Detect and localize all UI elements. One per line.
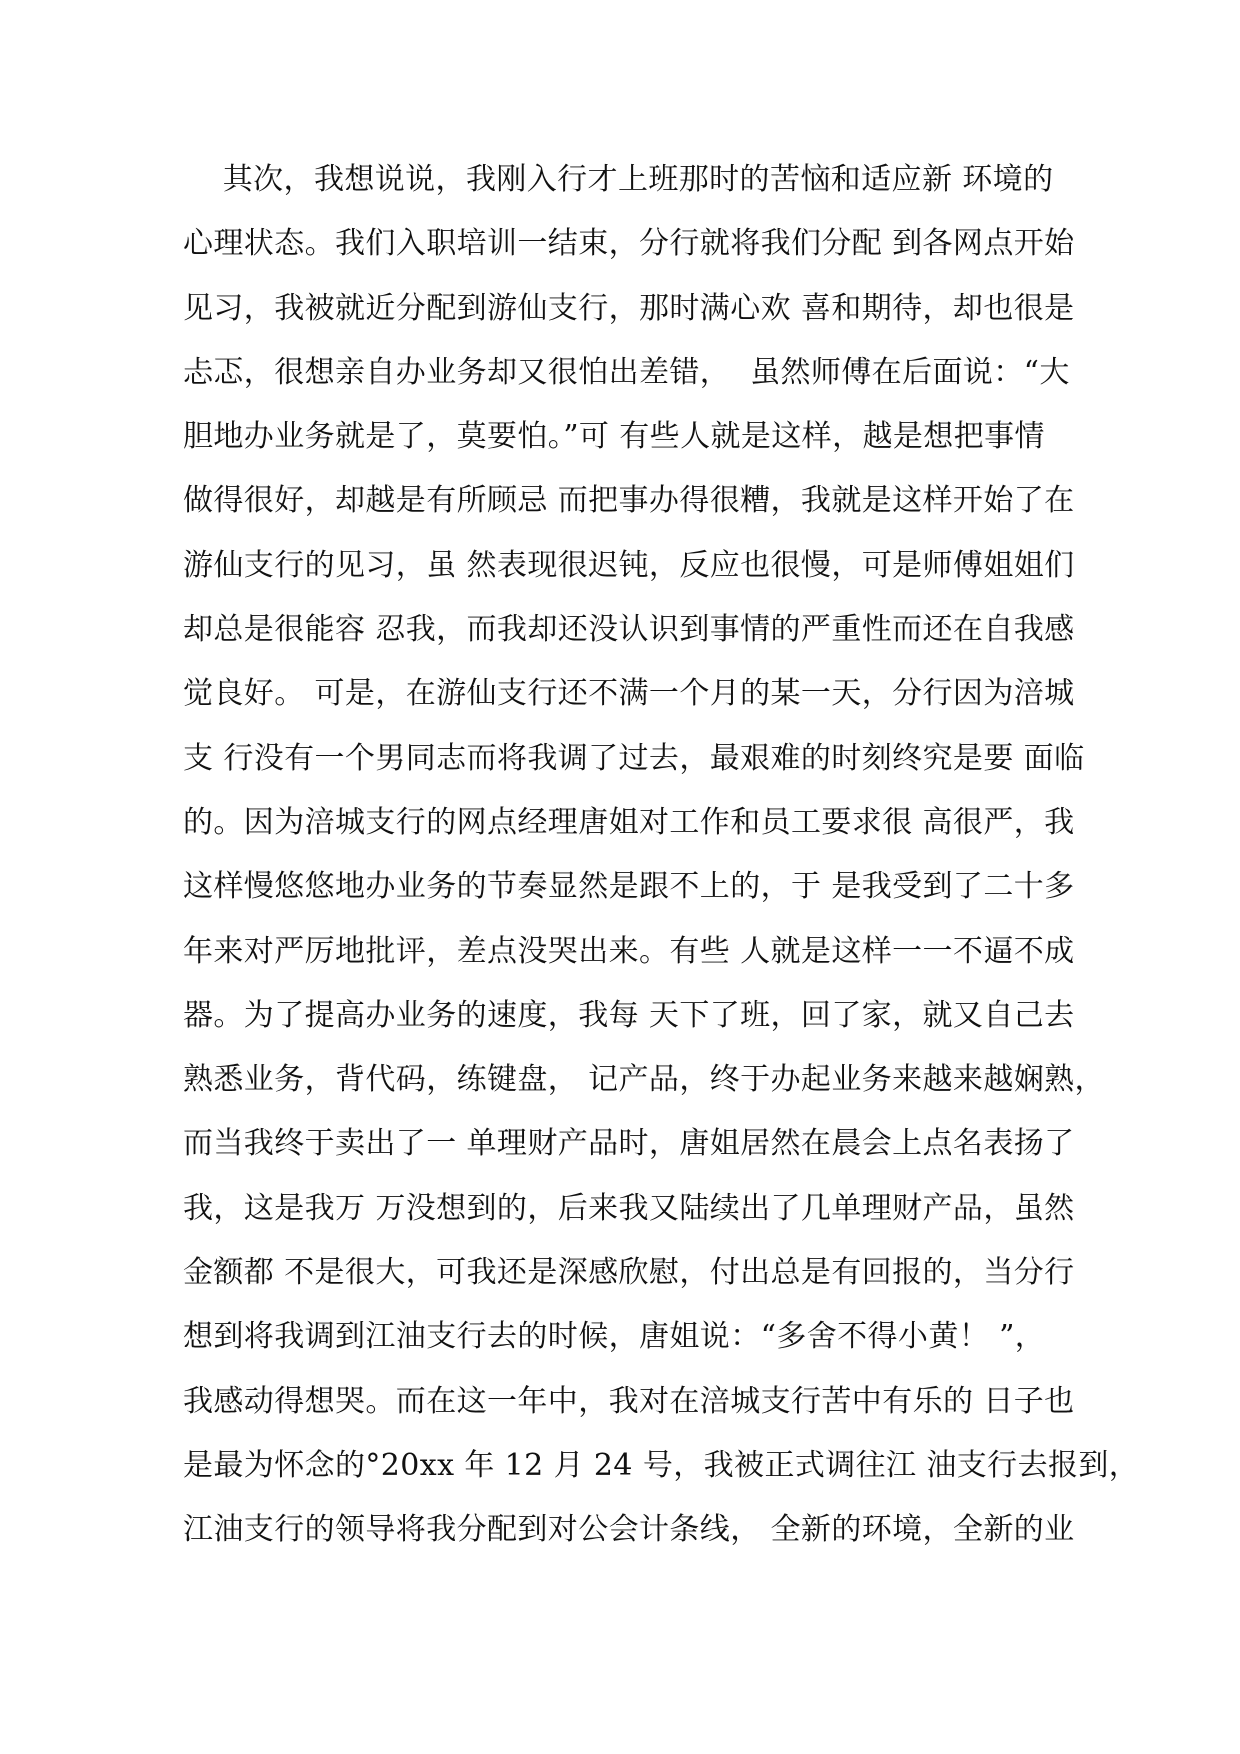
text-line: 忐忑，很想亲自办业务却又很怕出差错， 虽然师傅在后面说：“大 xyxy=(183,354,1070,390)
text-line: 器。为了提高办业务的速度，我每 天下了班，回了家，就又自己去 xyxy=(183,997,1075,1033)
text-line: 熟悉业务，背代码，练键盘， 记产品，终于办起业务来越来越娴熟， xyxy=(183,1062,1105,1098)
text-line: 支 行没有一个男同志而将我调了过去，最艰难的时刻终究是要 面临 xyxy=(183,740,1085,776)
body-text xyxy=(183,148,1140,1563)
text-line: 觉良好。 可是，在游仙支行还不满一个月的某一天，分行因为涪城 xyxy=(183,676,1075,712)
text-line: 见习，我被就近分配到游仙支行，那时满心欢 喜和期待，却也很是 xyxy=(183,290,1075,326)
text-line: 想到将我调到江油支行去的时候，唐姐说：“多舍不得小黄！ ”， xyxy=(183,1319,1046,1355)
text-line: 这样慢悠悠地办业务的节奏显然是跟不上的，于 是我受到了二十多 xyxy=(183,869,1075,905)
text-line: 胆地办业务就是了，莫要怕。”可 有些人就是这样，越是想把事情 xyxy=(183,419,1045,455)
text-line: 游仙支行的见习，虽 然表现很迟钝，反应也很慢，可是师傅姐姐们 xyxy=(183,547,1075,583)
text-line: 我，这是我万 万没想到的，后来我又陆续出了几单理财产品，虽然 xyxy=(183,1190,1075,1226)
text-line: 我感动得想哭。而在这一年中，我对在涪城支行苦中有乐的 日子也 xyxy=(183,1383,1075,1419)
text-line: 其次，我想说说，我刚入行才上班那时的苦恼和适应新 环境的 xyxy=(183,162,1054,197)
text-line: 的。因为涪城支行的网点经理唐姐对工作和员工要求很 高很严，我 xyxy=(183,804,1075,840)
text-line: 江油支行的领导将我分配到对公会计条线， 全新的环境，全新的业 xyxy=(183,1512,1075,1548)
text-line: 心理状态。我们入职培训一结束，分行就将我们分配 到各网点开始 xyxy=(183,226,1075,262)
text-line: 金额都 不是很大，可我还是深感欣慰，付出总是有回报的，当分行 xyxy=(183,1255,1075,1291)
text-line: 做得很好，却越是有所顾忌 而把事办得很糟，我就是这样开始了在 xyxy=(183,483,1075,519)
text-line: 而当我终于卖出了一 单理财产品时，唐姐居然在晨会上点名表扬了 xyxy=(183,1126,1075,1162)
text-line: 是最为怀念的°20xx 年 12 月 24 号，我被正式调往江 油支行去报到， xyxy=(183,1447,1140,1483)
text-line: 却总是很能容 忍我，而我却还没认识到事情的严重性而还在自我感 xyxy=(183,612,1075,648)
text-line: 年来对严厉地批评，差点没哭出来。有些 人就是这样一一不逼不成 xyxy=(183,933,1075,969)
